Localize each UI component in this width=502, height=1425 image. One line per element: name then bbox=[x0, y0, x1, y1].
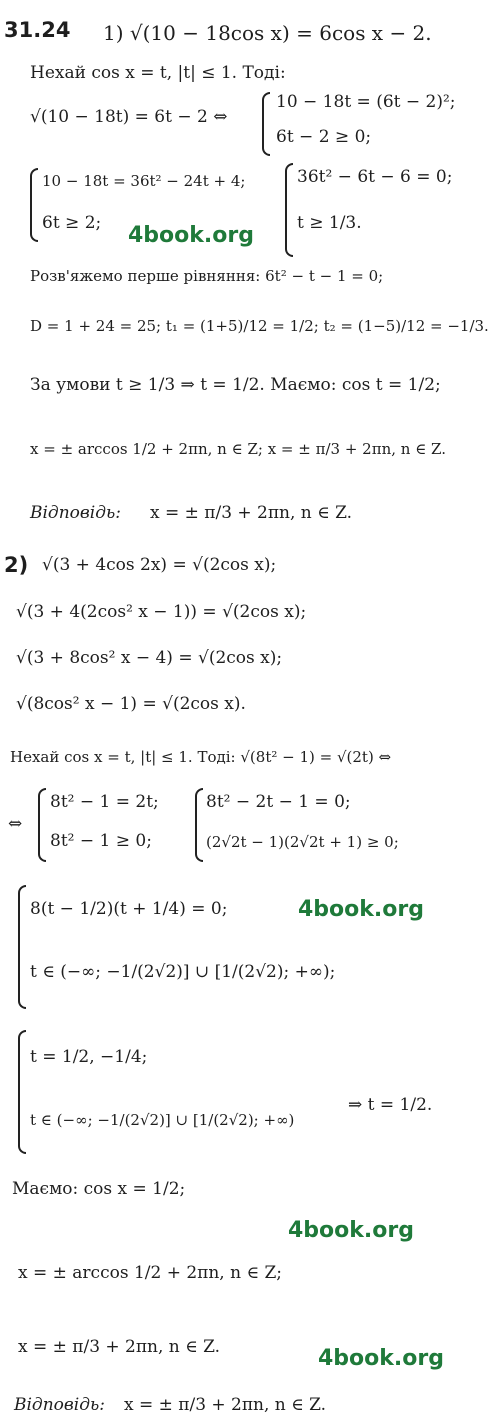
part2-sysD-a: t = 1/2, −1/4; bbox=[30, 1047, 148, 1067]
part2-sysC-b: t ∈ (−∞; −1/(2√2)] ∪ [1/(2√2); +∞); bbox=[30, 962, 336, 982]
part1-system-brace-1 bbox=[262, 92, 270, 156]
part2-system-brace-a bbox=[38, 788, 46, 862]
watermark-2: 4book.org bbox=[298, 897, 424, 922]
part2-system-brace-d bbox=[18, 1030, 26, 1154]
part2-step1: √(3 + 4(2cos² x − 1)) = √(2cos x); bbox=[16, 602, 307, 622]
watermark-4: 4book.org bbox=[318, 1346, 444, 1371]
part2-general1: x = ± arccos 1/2 + 2πn, n ∈ Z; bbox=[18, 1263, 282, 1283]
part2-answer: x = ± π/3 + 2πn, n ∈ Z. bbox=[124, 1395, 327, 1415]
part2-step3: √(8cos² x − 1) = √(2cos x). bbox=[16, 694, 246, 714]
part2-equation: √(3 + 4cos 2x) = √(2cos x); bbox=[42, 555, 277, 575]
part2-step2: √(3 + 8cos² x − 4) = √(2cos x); bbox=[16, 648, 283, 668]
part2-sysB-a: 8t² − 2t − 1 = 0; bbox=[206, 792, 351, 812]
part2-sysB-b: (2√2t − 1)(2√2t + 1) ≥ 0; bbox=[206, 833, 399, 851]
part1-answer-label: Відповідь: bbox=[30, 503, 121, 523]
part2-answer-label: Відповідь: bbox=[14, 1395, 105, 1415]
part2-sysD-b: t ∈ (−∞; −1/(2√2)] ∪ [1/(2√2); +∞) bbox=[30, 1111, 295, 1129]
part1-lhs: √(10 − 18t) = 6t − 2 ⇔ bbox=[30, 107, 228, 127]
problem-number: 31.24 bbox=[4, 18, 71, 42]
part1-sys3-a: 36t² − 6t − 6 = 0; bbox=[297, 167, 453, 187]
part2-sysC-a: 8(t − 1/2)(t + 1/4) = 0; bbox=[30, 899, 228, 919]
part1-sys1-b: 6t − 2 ≥ 0; bbox=[276, 127, 372, 147]
watermark-3: 4book.org bbox=[288, 1218, 414, 1243]
part1-general: x = ± arccos 1/2 + 2πn, n ∈ Z; x = ± π/3 + 2πn, n ∈ Z. bbox=[30, 440, 446, 458]
part1-answer: x = ± π/3 + 2πn, n ∈ Z. bbox=[150, 503, 353, 523]
part2-system-brace-c bbox=[18, 885, 26, 1009]
part2-sysA-b: 8t² − 1 ≥ 0; bbox=[50, 831, 152, 851]
part2-sysA-a: 8t² − 1 = 2t; bbox=[50, 792, 159, 812]
part2-equiv: ⇔ bbox=[8, 814, 23, 834]
part1-discriminant: D = 1 + 24 = 25; t₁ = (1+5)/12 = 1/2; t₂ = (1−5)/12 = −1/3. bbox=[30, 317, 489, 335]
part2-sysD-result: ⇒ t = 1/2. bbox=[348, 1095, 433, 1115]
part1-let: Нехай cos x = t, |t| ≤ 1. Тоді: bbox=[30, 63, 286, 83]
part2-label: 2) bbox=[4, 553, 29, 577]
part1-equation: 1) √(10 − 18cos x) = 6cos x − 2. bbox=[103, 21, 432, 45]
part1-condition: За умови t ≥ 1/3 ⇒ t = 1/2. Маємо: cos t = 1/2; bbox=[30, 375, 441, 395]
part1-system-brace-2 bbox=[30, 168, 38, 242]
part2-let: Нехай cos x = t, |t| ≤ 1. Тоді: √(8t² − 1) = √(2t) ⇔ bbox=[10, 748, 392, 766]
part1-sys3-b: t ≥ 1/3. bbox=[297, 213, 362, 233]
part2-system-brace-b bbox=[195, 788, 203, 862]
part1-sys2-a: 10 − 18t = 36t² − 24t + 4; bbox=[42, 172, 246, 190]
part1-system-brace-3 bbox=[285, 163, 293, 257]
part2-general2: x = ± π/3 + 2πn, n ∈ Z. bbox=[18, 1337, 221, 1357]
part2-have: Маємо: cos x = 1/2; bbox=[12, 1179, 186, 1199]
watermark-1: 4book.org bbox=[128, 223, 254, 248]
part1-solve-line: Розв'яжемо перше рівняння: 6t² − t − 1 = 0; bbox=[30, 267, 384, 285]
part1-sys1-a: 10 − 18t = (6t − 2)²; bbox=[276, 92, 456, 112]
part1-sys2-b: 6t ≥ 2; bbox=[42, 213, 102, 233]
